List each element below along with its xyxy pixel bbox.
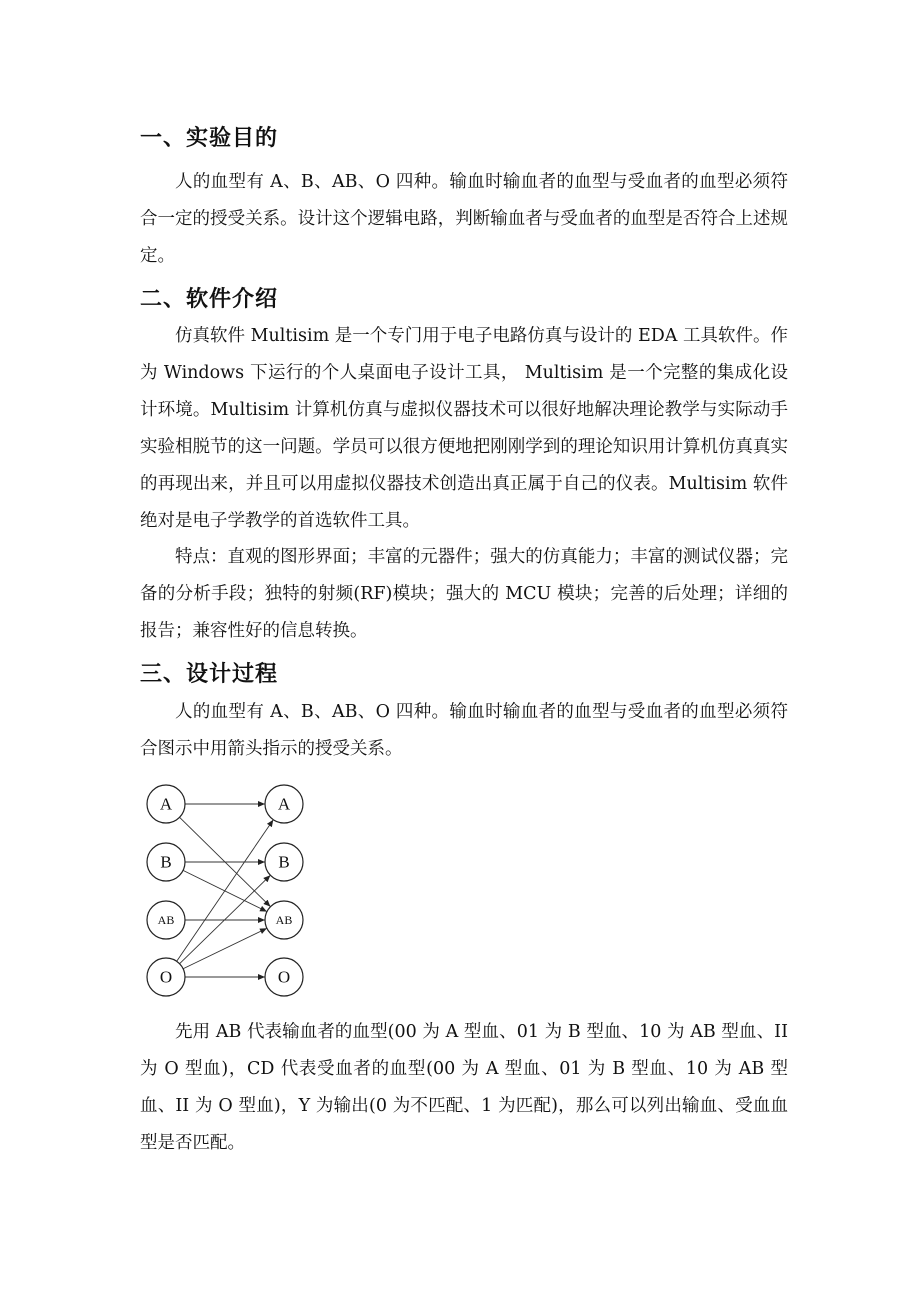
recipient-node-label: B (278, 852, 290, 872)
design-intro-paragraph: 人的血型有 A、B、AB、O 四种。输血时输血者的血型与受血者的血型必须符合图示中用箭头指示的授受关系。 (140, 702, 788, 759)
purpose-paragraph: 人的血型有 A、B、AB、O 四种。输血时输血者的血型与受血者的血型必须符合一定的授受关系。设计这个逻辑电路，判断输血者与受血者的血型是否符合上述规定。 (140, 172, 788, 266)
section-heading-software: 二、软件介绍 (140, 287, 279, 312)
donor-node-a (147, 785, 185, 823)
donor-node-label: A (159, 794, 173, 814)
recipient-node-label: A (277, 794, 291, 814)
recipient-node-label: O (277, 967, 291, 987)
recipient-node-label: AB (275, 913, 293, 927)
arrow-o-to-a (177, 820, 273, 961)
section-heading-purpose: 一、实验目的 (140, 126, 279, 151)
blood-type-diagram (136, 776, 316, 1001)
software-intro-paragraph: 仿真软件 Multisim 是一个专门用于电子电路仿真与设计的 EDA 工具软件。作为 Windows 下运行的个人桌面电子设计工具， Multisim 是一个完整的集成化设计环境。Multisim 计算机仿真与虚拟仪器技术可以很好地解决理论教学与实际动手实验相脱节的这一问题。学员可以很方便地把刚刚学到的理论知识用计算机仿真真实的再现出来，并且可以用虚拟仪器技术创造出真正属于自己的仪表。Multisim 软件绝对是电子学教学的首选软件工具。 (140, 326, 788, 531)
recipient-node-ab (265, 901, 303, 939)
donor-node-label: AB (157, 913, 175, 927)
donor-node-o (147, 958, 185, 996)
recipient-node-b (265, 843, 303, 881)
diagram-edges (177, 804, 273, 977)
donor-node-b (147, 843, 185, 881)
donor-node-label: B (160, 852, 172, 872)
software-features-paragraph: 特点：直观的图形界面；丰富的元器件；强大的仿真能力；丰富的测试仪器；完备的分析手段；独特的射频(RF)模块；强大的 MCU 模块；完善的后处理；详细的报告；兼容性好的信息转换。 (140, 547, 788, 641)
donor-node-ab (147, 901, 185, 939)
donor-node-label: O (159, 967, 173, 987)
recipient-node-a (265, 785, 303, 823)
recipient-node-o (265, 958, 303, 996)
section-heading-design: 三、设计过程 (140, 662, 279, 687)
encoding-paragraph: 先用 AB 代表输血者的血型(00 为 A 型血、01 为 B 型血、10 为 AB 型血、II 为 O 型血)，CD 代表受血者的血型(00 为 A 型血、01 为 B 型血、10 为 AB 型血、II 为 O 型血)，Y 为输出(0 为不匹配、1 为匹配)，那么可以列出输血、受血血型是否匹配。 (140, 1022, 788, 1153)
